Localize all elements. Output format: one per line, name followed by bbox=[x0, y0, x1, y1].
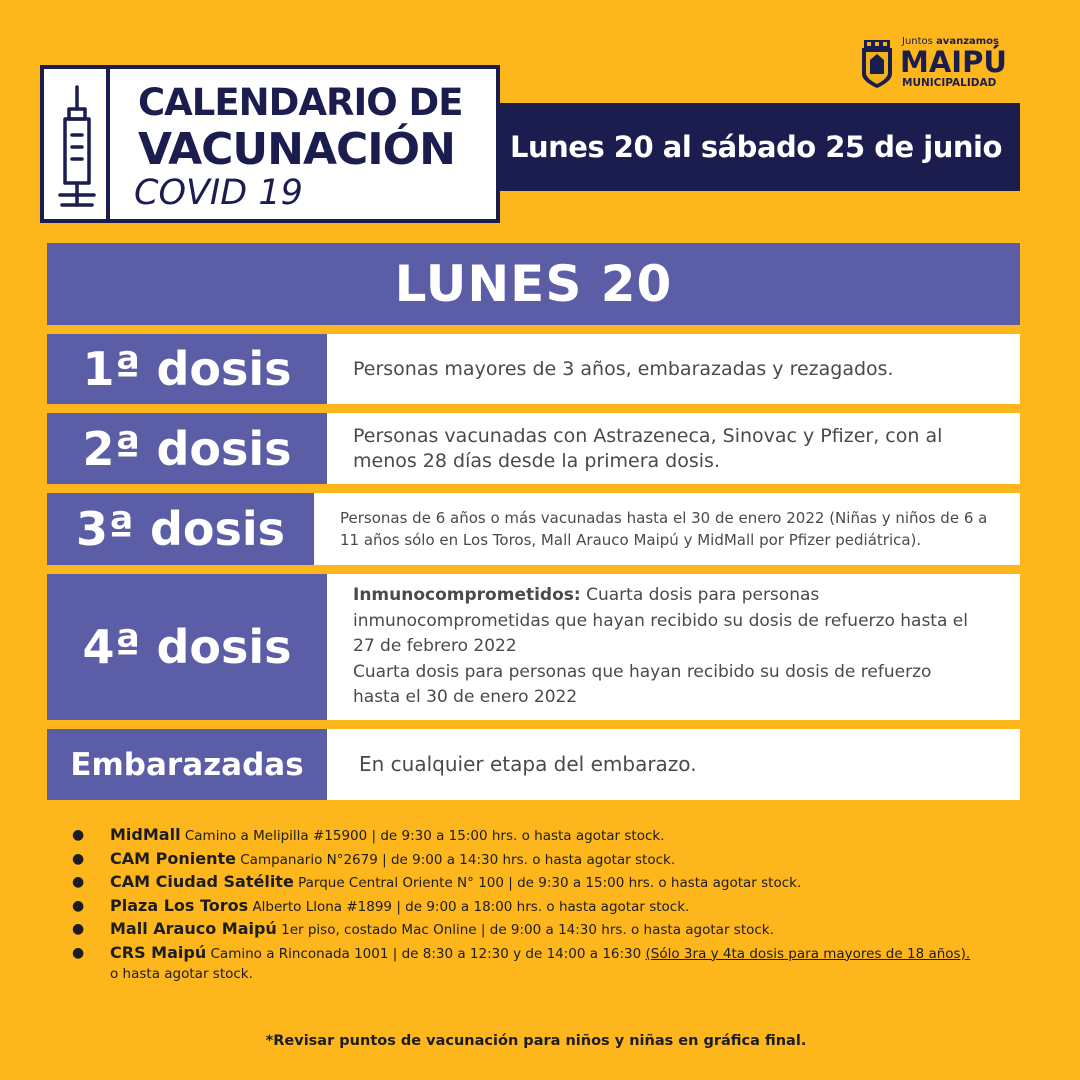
maipu-shield-icon bbox=[858, 38, 896, 90]
list-item: ● CRS Maipú Camino a Rinconada 1001 | de 8:30 a 12:30 y de 14:00 a 16:30 (Sólo 3ra y 4ta dosis para mayores de 18 años). o hasta agotar stock. bbox=[72, 942, 971, 982]
title-line-2: VACUNACIÓN bbox=[138, 124, 455, 175]
dose-label: 1ª dosis bbox=[47, 334, 327, 404]
dose-emphasis: Inmunocomprometidos: bbox=[353, 585, 581, 606]
logo-name: MAIPÚ bbox=[900, 45, 1007, 79]
dose-description: Personas de 6 años o más vacunadas hasta el 30 de enero 2022 (Niñas y niños de 6 a 11 años sólo en Los Toros, Mall Arauco Maipú y MidMall por Pfizer pediátrica). bbox=[314, 493, 1020, 565]
age-restriction-note: (Sólo 3ra y 4ta dosis para mayores de 18 años). bbox=[645, 945, 971, 962]
syringe-icon bbox=[52, 83, 102, 213]
dose-description: Personas vacunadas con Astrazeneca, Sinovac y Pfizer, con al menos 28 días desde la primera dosis. bbox=[327, 413, 1020, 484]
dose-row-4 bbox=[47, 574, 1020, 720]
bullet-icon: ● bbox=[72, 874, 85, 890]
logo-subtitle: MUNICIPALIDAD bbox=[902, 77, 997, 89]
bullet-icon: ● bbox=[72, 850, 85, 867]
list-item: ● CAM Ciudad Satélite Parque Central Oriente N° 100 | de 9:30 a 15:00 hrs. o hasta agotar stock. bbox=[72, 871, 1032, 895]
title-box bbox=[40, 65, 500, 223]
footer-note: *Revisar puntos de vacunación para niños y niñas en gráfica final. bbox=[265, 1033, 807, 1049]
dose-label: 4ª dosis bbox=[47, 574, 327, 720]
day-title: LUNES 20 bbox=[47, 243, 1020, 325]
dose-description: Personas mayores de 3 años, embarazadas y rezagados. bbox=[327, 334, 1020, 404]
list-item: ● Plaza Los Toros Alberto Llona #1899 | de 9:00 a 18:00 hrs. o hasta agotar stock. bbox=[72, 895, 1032, 919]
bullet-icon: ● bbox=[72, 897, 85, 914]
title-divider bbox=[106, 69, 110, 219]
bullet-icon: ● bbox=[72, 827, 85, 843]
dose-label: 3ª dosis bbox=[47, 493, 314, 565]
dose-description: Inmunocomprometidos: Cuarta dosis para personas inmunocomprometidas que hayan recibido su dosis de refuerzo hasta el 27 de febrero 2022 Cuarta dosis para personas que hayan recibido su dosis de refuerzo hasta el 30 de enero 2022 bbox=[327, 574, 1020, 720]
dose-row-1 bbox=[47, 334, 1020, 404]
bullet-icon: ● bbox=[72, 944, 85, 961]
list-item: ● MidMall Camino a Melipilla #15900 | de 9:30 a 15:00 hrs. o hasta agotar stock. bbox=[72, 824, 1032, 848]
list-item: ● CAM Poniente Campanario N°2679 | de 9:00 a 14:30 hrs. o hasta agotar stock. bbox=[72, 848, 1032, 872]
dose-row-3 bbox=[47, 493, 1020, 565]
date-range-band: Lunes 20 al sábado 25 de junio bbox=[500, 103, 1020, 191]
locations-list bbox=[72, 824, 1032, 983]
dose-description: En cualquier etapa del embarazo. bbox=[327, 729, 1020, 800]
maipu-logo bbox=[858, 36, 1028, 94]
logo-tagline: Juntos avanzamos bbox=[902, 36, 1000, 47]
title-line-1: CALENDARIO DE bbox=[138, 81, 463, 124]
dose-label: Embarazadas bbox=[47, 729, 327, 800]
list-item: ● Mall Arauco Maipú 1er piso, costado Mac Online | de 9:00 a 14:30 hrs. o hasta agotar stock. bbox=[72, 918, 1032, 942]
dose-label: 2ª dosis bbox=[47, 413, 327, 484]
dose-row-5 bbox=[47, 729, 1020, 800]
dose-row-2 bbox=[47, 413, 1020, 484]
title-line-3: COVID 19 bbox=[134, 173, 303, 213]
bullet-icon: ● bbox=[72, 921, 85, 937]
